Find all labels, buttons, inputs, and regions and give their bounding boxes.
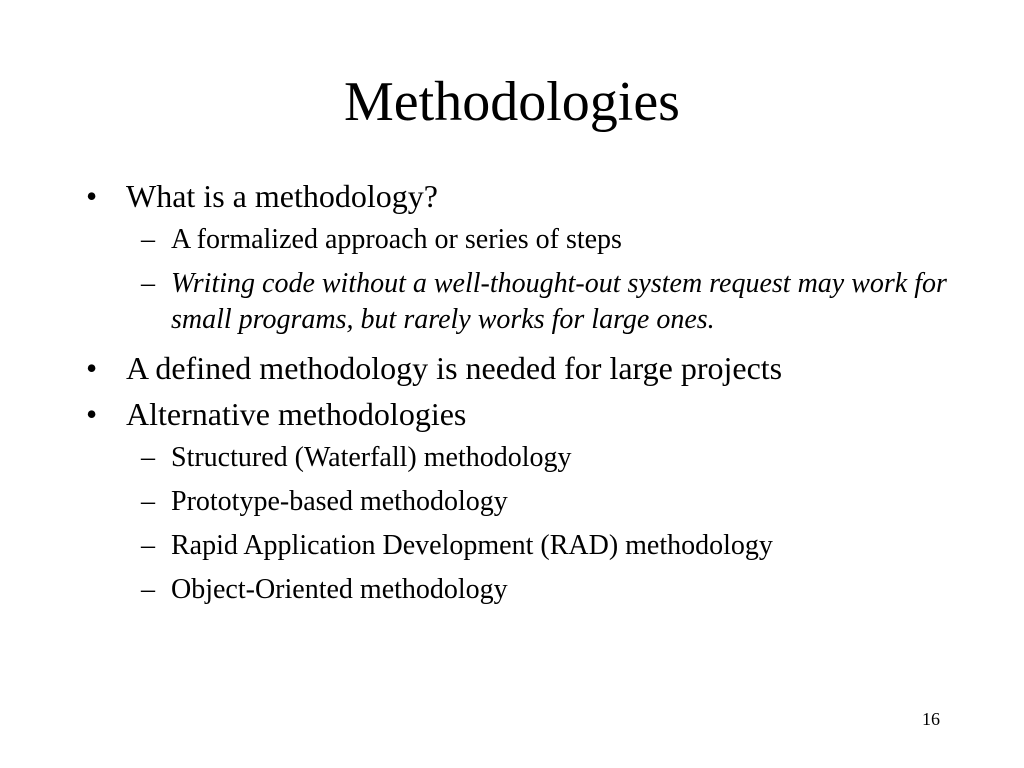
sub-bullet-text: Writing code without a well-thought-out system request may work for small programs, but rarely works for large ones. (171, 268, 947, 335)
bullet-text: A defined methodology is needed for large projects (126, 350, 783, 386)
sub-bullet-text: Rapid Application Development (RAD) methodology (171, 530, 773, 561)
sub-bullet-item (86, 266, 956, 338)
bullet-icon: • (86, 350, 98, 386)
bullet-icon: • (86, 396, 98, 432)
dash-icon: – (141, 574, 155, 605)
bullet-text: Alternative methodologies (126, 396, 467, 432)
sub-bullet-text: Object-Oriented methodology (171, 574, 508, 605)
sub-bullet-item (86, 222, 956, 258)
dash-icon: – (141, 486, 155, 517)
page-number: 16 (922, 709, 940, 729)
sub-bullet-item (86, 484, 956, 520)
sub-bullet-text: Prototype-based methodology (171, 486, 508, 517)
sub-bullet-item (86, 528, 956, 564)
bullet-item (86, 348, 956, 388)
dash-icon: – (141, 268, 155, 299)
sub-bullet-text: A formalized approach or series of steps (171, 224, 622, 255)
dash-icon: – (141, 442, 155, 473)
bullet-text: What is a methodology? (126, 178, 438, 214)
sub-bullet-item (86, 440, 956, 476)
slide-body (86, 176, 956, 616)
bullet-item (86, 394, 956, 434)
sub-bullet-item (86, 572, 956, 608)
bullet-icon: • (86, 178, 98, 214)
sub-bullet-text: Structured (Waterfall) methodology (171, 442, 572, 473)
slide-title: Methodologies (344, 71, 680, 133)
dash-icon: – (141, 530, 155, 561)
bullet-item (86, 176, 956, 216)
dash-icon: – (141, 224, 155, 255)
